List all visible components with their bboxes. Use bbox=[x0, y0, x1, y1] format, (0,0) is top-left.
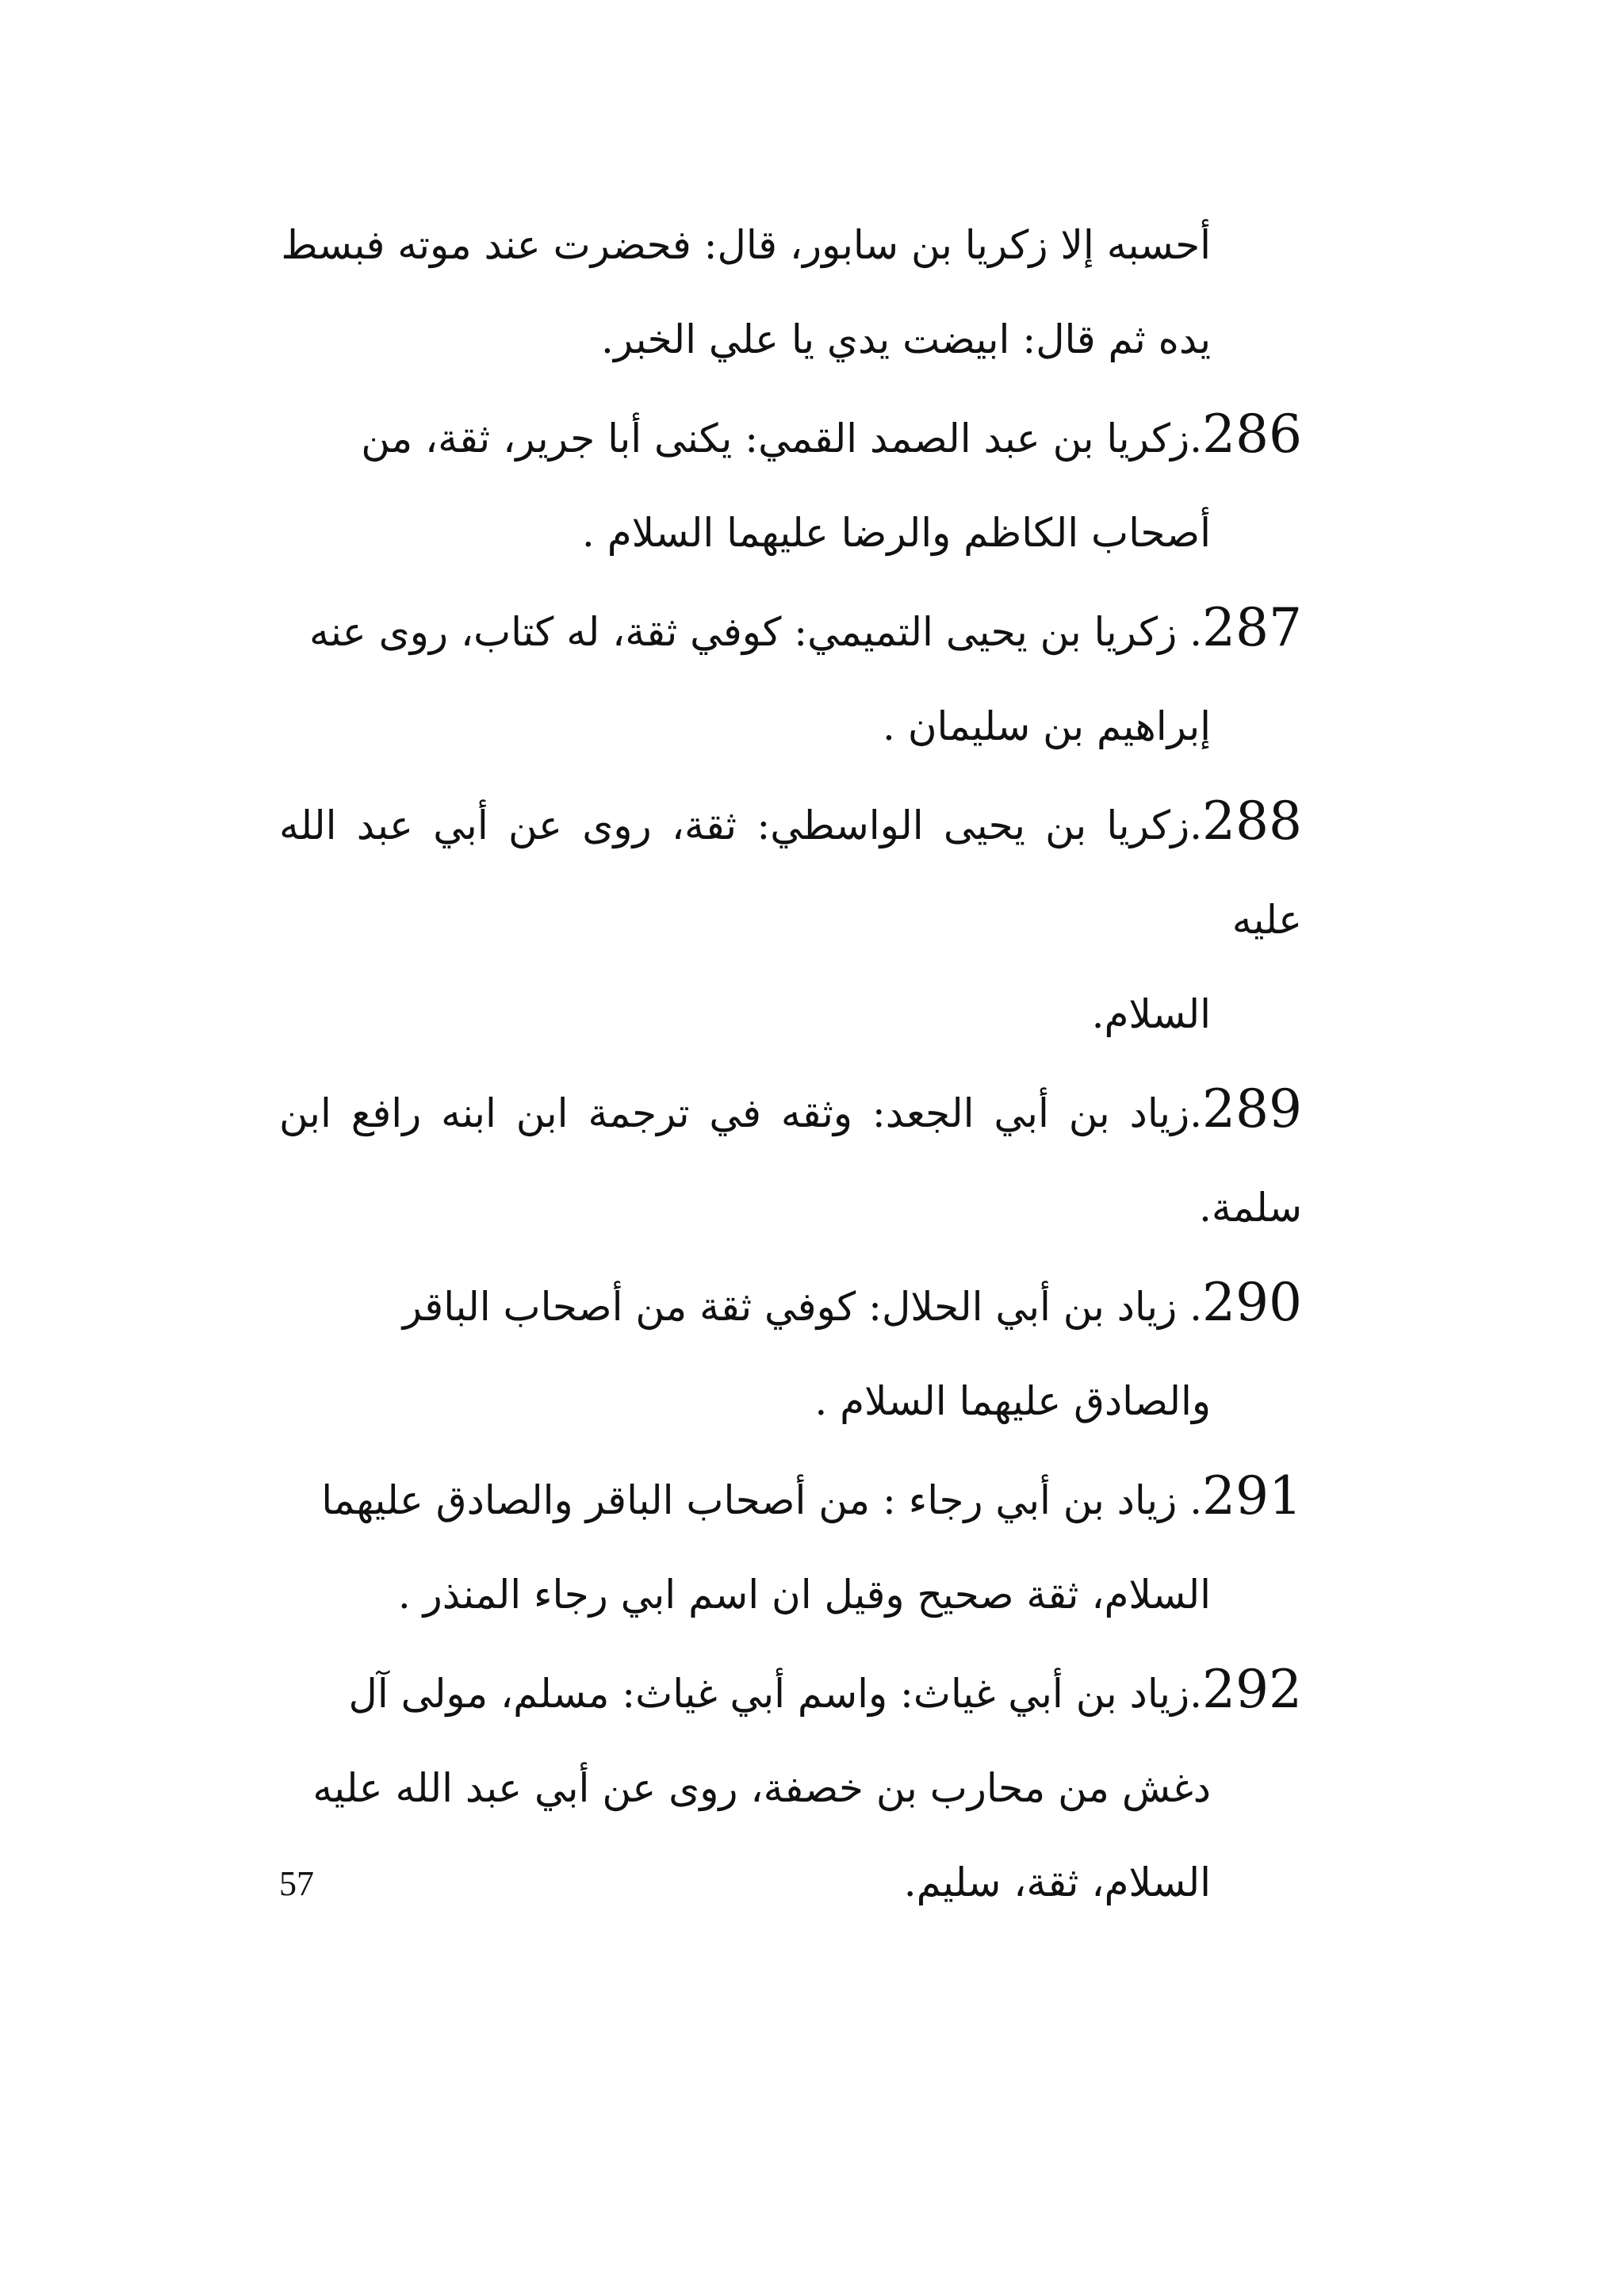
entry-text: .زكريا بن يحيى الواسطي: ثقة، روى عن أبي عبد الله عليه bbox=[279, 802, 1302, 943]
entry-continuation: إبراهيم بن سليمان . bbox=[883, 703, 1211, 749]
entry-290 bbox=[279, 1255, 1302, 1354]
entry-text: . زياد بن أبي رجاء : من أصحاب الباقر والصادق عليهما bbox=[321, 1477, 1203, 1523]
entry-text: . زكريا بن يحيى التميمي: كوفي ثقة، له كتاب، روى عنه bbox=[309, 609, 1203, 655]
page-number: 57 bbox=[279, 1864, 314, 1903]
entry-288 bbox=[279, 774, 1302, 967]
entry-291 bbox=[279, 1449, 1302, 1548]
entry-number: 286 bbox=[1202, 404, 1302, 465]
entry-number: 290 bbox=[1202, 1272, 1302, 1333]
entry-continuation: دغش من محارب بن خصفة، روى عن أبي عبد الله عليه bbox=[312, 1765, 1211, 1811]
entry-number: 289 bbox=[1202, 1078, 1302, 1139]
entry-text: .زياد بن أبي غياث: واسم أبي غياث: مسلم، مولى آل bbox=[348, 1671, 1203, 1717]
entry-continuation: السلام، ثقة صحيح وقيل ان اسم ابي رجاء المنذر . bbox=[397, 1572, 1211, 1618]
entry-continuation: السلام، ثقة، سليم. bbox=[903, 1859, 1211, 1905]
entry-number: 291 bbox=[1202, 1465, 1302, 1526]
entry-continuation: أصحاب الكاظم والرضا عليهما السلام . bbox=[581, 510, 1211, 556]
entry-287 bbox=[279, 580, 1302, 680]
entry-text: . زياد بن أبي الحلال: كوفي ثقة من أصحاب الباقر bbox=[402, 1284, 1203, 1330]
entry-292 bbox=[279, 1642, 1302, 1741]
entry-text: .زكريا بن عبد الصمد القمي: يكنى أبا جرير، ثقة، من bbox=[361, 416, 1203, 461]
entry-continuation: والصادق عليهما السلام . bbox=[814, 1378, 1211, 1424]
entry-text: .زياد بن أبي الجعد: وثقه في ترجمة ابن ابنه رافع ابن سلمة. bbox=[279, 1090, 1302, 1231]
entry-number: 288 bbox=[1202, 791, 1302, 852]
intro-line: أحسبه إلا زكريا بن سابور، قال: فحضرت عند موته فبسط bbox=[281, 222, 1211, 268]
entry-number: 292 bbox=[1202, 1659, 1302, 1720]
entry-continuation: السلام. bbox=[1091, 991, 1211, 1037]
entry-number: 287 bbox=[1202, 597, 1302, 658]
intro-line: يده ثم قال: ابيضت يدي يا علي الخبر. bbox=[601, 316, 1211, 362]
entry-289 bbox=[279, 1062, 1302, 1255]
page-body bbox=[279, 198, 1302, 1930]
entry-286 bbox=[279, 387, 1302, 486]
